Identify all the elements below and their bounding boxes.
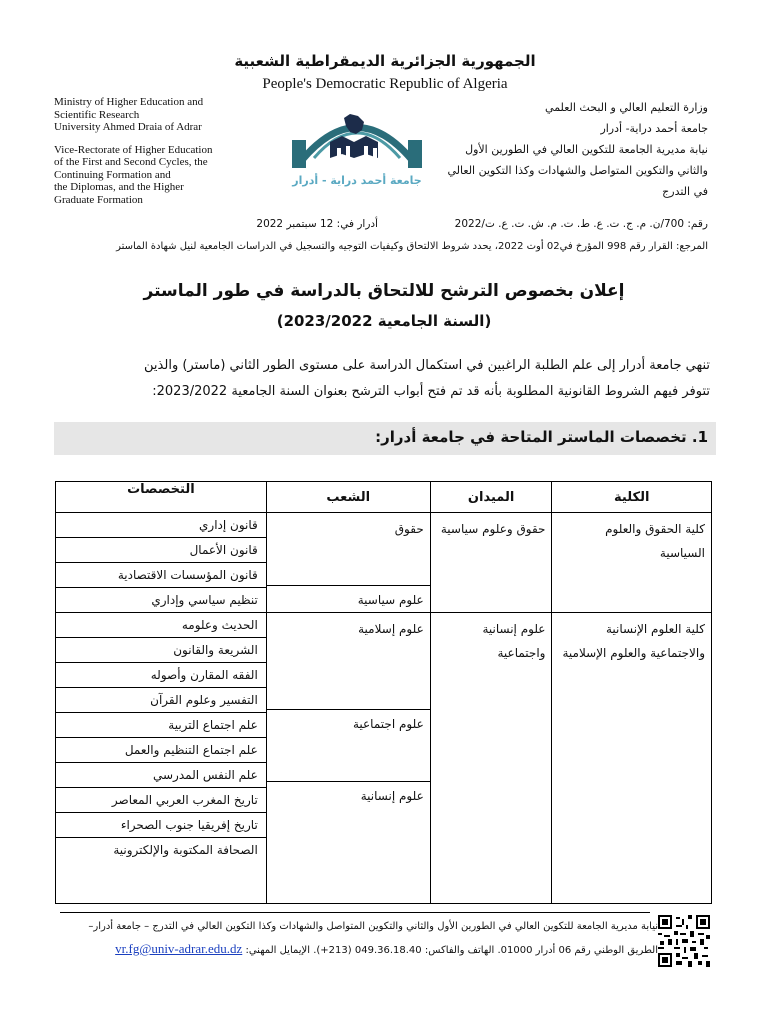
faculty-cell: كلية العلوم الإنسانية والاجتماعية والعلوم الإسلامية <box>552 613 712 904</box>
university-name-english: University Ahmed Draia of Adrar <box>54 121 202 133</box>
masters-table <box>55 481 712 904</box>
branch-label: علوم اجتماعية <box>267 709 430 781</box>
footer-office-line: نيابة مديرية الجامعة للتكوين العالي في الطورين الأول والثاني والتكوين المتواصل والشهادات وكذا التكوين العالي في التدرج – جامعة أدرار– <box>88 921 658 932</box>
vice-rectorate-line: of the First and Second Cycles, the <box>54 156 208 168</box>
reference-number-line <box>48 218 708 230</box>
specialty-item: تاريخ إفريقيا جنوب الصحراء <box>56 813 266 838</box>
vice-rectorate-arabic: نيابة مديرية الجامعة للتكوين العالي في الطورين الأول <box>465 143 708 156</box>
specialty-cell <box>56 513 267 613</box>
branch-label: حقوق <box>394 522 424 536</box>
footer-divider <box>60 912 650 913</box>
header-specialty: التخصصات <box>56 482 267 513</box>
specialty-item: تنظيم سياسي وإداري <box>151 593 258 607</box>
intro-paragraph <box>60 353 710 405</box>
specialty-item: علم اجتماع التنظيم والعمل <box>56 738 266 763</box>
table-row <box>56 513 712 613</box>
specialty-item: التفسير وعلوم القرآن <box>56 688 266 713</box>
ministry-block-english <box>54 96 269 206</box>
vice-rectorate-line: Continuing Formation and <box>54 168 171 181</box>
logo-caption: جامعة أحمد دراية - أدرار <box>292 174 422 187</box>
specialty-item: تاريخ المغرب العربي المعاصر <box>56 788 266 813</box>
vice-rectorate-line: Graduate Formation <box>54 193 143 206</box>
ministry-line: Ministry of Higher Education and <box>54 96 204 108</box>
branch-label: علوم سياسية <box>267 585 430 610</box>
faculty-cell: كلية الحقوق والعلوم السياسية <box>552 513 712 613</box>
specialty-item: الصحافة المكتوبة والإلكترونية <box>113 843 258 857</box>
reference-number: رقم: 700/ن. م. ج. ت. ع. ط. ت. م. ش. ت. ع. ت/2022 <box>454 218 708 230</box>
field-cell: حقوق وعلوم سياسية <box>430 513 552 613</box>
vice-rectorate-arabic: والثاني والتكوين المتواصل والشهادات وكذا التكوين العالي <box>447 164 708 177</box>
republic-title-arabic: الجمهورية الجزائرية الديمقراطية الشعبية <box>234 52 536 70</box>
header-faculty: الكلية <box>552 482 712 513</box>
university-name-arabic: جامعة أحمد دراية- أدرار <box>600 122 708 135</box>
branch-cell <box>266 513 430 613</box>
intro-line: تنهي جامعة أدرار إلى علم الطلبة الراغبين في استكمال الدراسة على مستوى الطور الثاني (ماستر) والذين <box>144 358 710 373</box>
vice-rectorate-arabic: في التدرج <box>662 185 708 198</box>
header-field: الميدان <box>430 482 552 513</box>
footer-email-link[interactable]: vr.fg@univ-adrar.edu.dz <box>115 941 243 956</box>
document-date: أدرار في: 12 سبتمبر 2022 <box>256 218 378 230</box>
announcement-title: إعلان بخصوص الترشح للالتحاق بالدراسة في طور الماستر <box>143 281 625 301</box>
specialty-item: قانون الأعمال <box>56 538 266 563</box>
ministry-line-arabic: وزارة التعليم العالي و البحث العلمي <box>545 101 708 114</box>
branch-label: علوم إسلامية <box>358 622 424 636</box>
qr-code <box>658 915 710 967</box>
section-heading: 1. تخصصات الماستر المتاحة في جامعة أدرار: <box>375 428 708 446</box>
footer-address: الطريق الوطني رقم 06 أدرار 01000. الهاتف والفاكس: 049.36.18.40 (213+). الإيمايل المهني: <box>245 945 658 956</box>
vice-rectorate-line: Vice-Rectorate of Higher Education <box>54 143 213 156</box>
specialty-cell <box>56 613 267 904</box>
vice-rectorate-line: the Diplomas, and the Higher <box>54 181 184 193</box>
specialty-item: علم اجتماع التربية <box>56 713 266 738</box>
intro-line: تتوفر فيهم الشروط القانونية المطلوبة بأنه قد تم فتح أبواب الترشح بعنوان السنة الجامعية 2023/2022: <box>152 384 710 399</box>
table-header-row <box>56 482 712 513</box>
specialty-item: قانون المؤسسات الاقتصادية <box>56 563 266 588</box>
academic-year: (السنة الجامعية 2023/2022) <box>276 312 492 330</box>
table-row <box>56 613 712 904</box>
specialty-item: الحديث وعلومه <box>56 613 266 638</box>
specialty-item: قانون إداري <box>56 513 266 538</box>
legal-reference: المرجع: القرار رقم 998 المؤرخ في02 أوت 2022، يحدد شروط الالتحاق وكيفيات التوجيه والتسجيل في الدراسات الجامعية لنيل شهادة الماستر <box>116 241 708 252</box>
branch-cell <box>266 613 430 904</box>
field-cell: علوم إنسانية واجتماعية <box>430 613 552 904</box>
republic-title-english: People's Democratic Republic of Algeria <box>262 76 508 92</box>
ministry-block-arabic <box>388 97 708 202</box>
header-branch: الشعب <box>266 482 430 513</box>
specialty-item: الشريعة والقانون <box>56 638 266 663</box>
footer-address-line <box>38 941 658 957</box>
ministry-line: Scientific Research <box>54 108 140 121</box>
specialty-item: الفقه المقارن وأصوله <box>56 663 266 688</box>
specialty-item: علم النفس المدرسي <box>56 763 266 788</box>
branch-label: علوم إنسانية <box>267 781 430 903</box>
